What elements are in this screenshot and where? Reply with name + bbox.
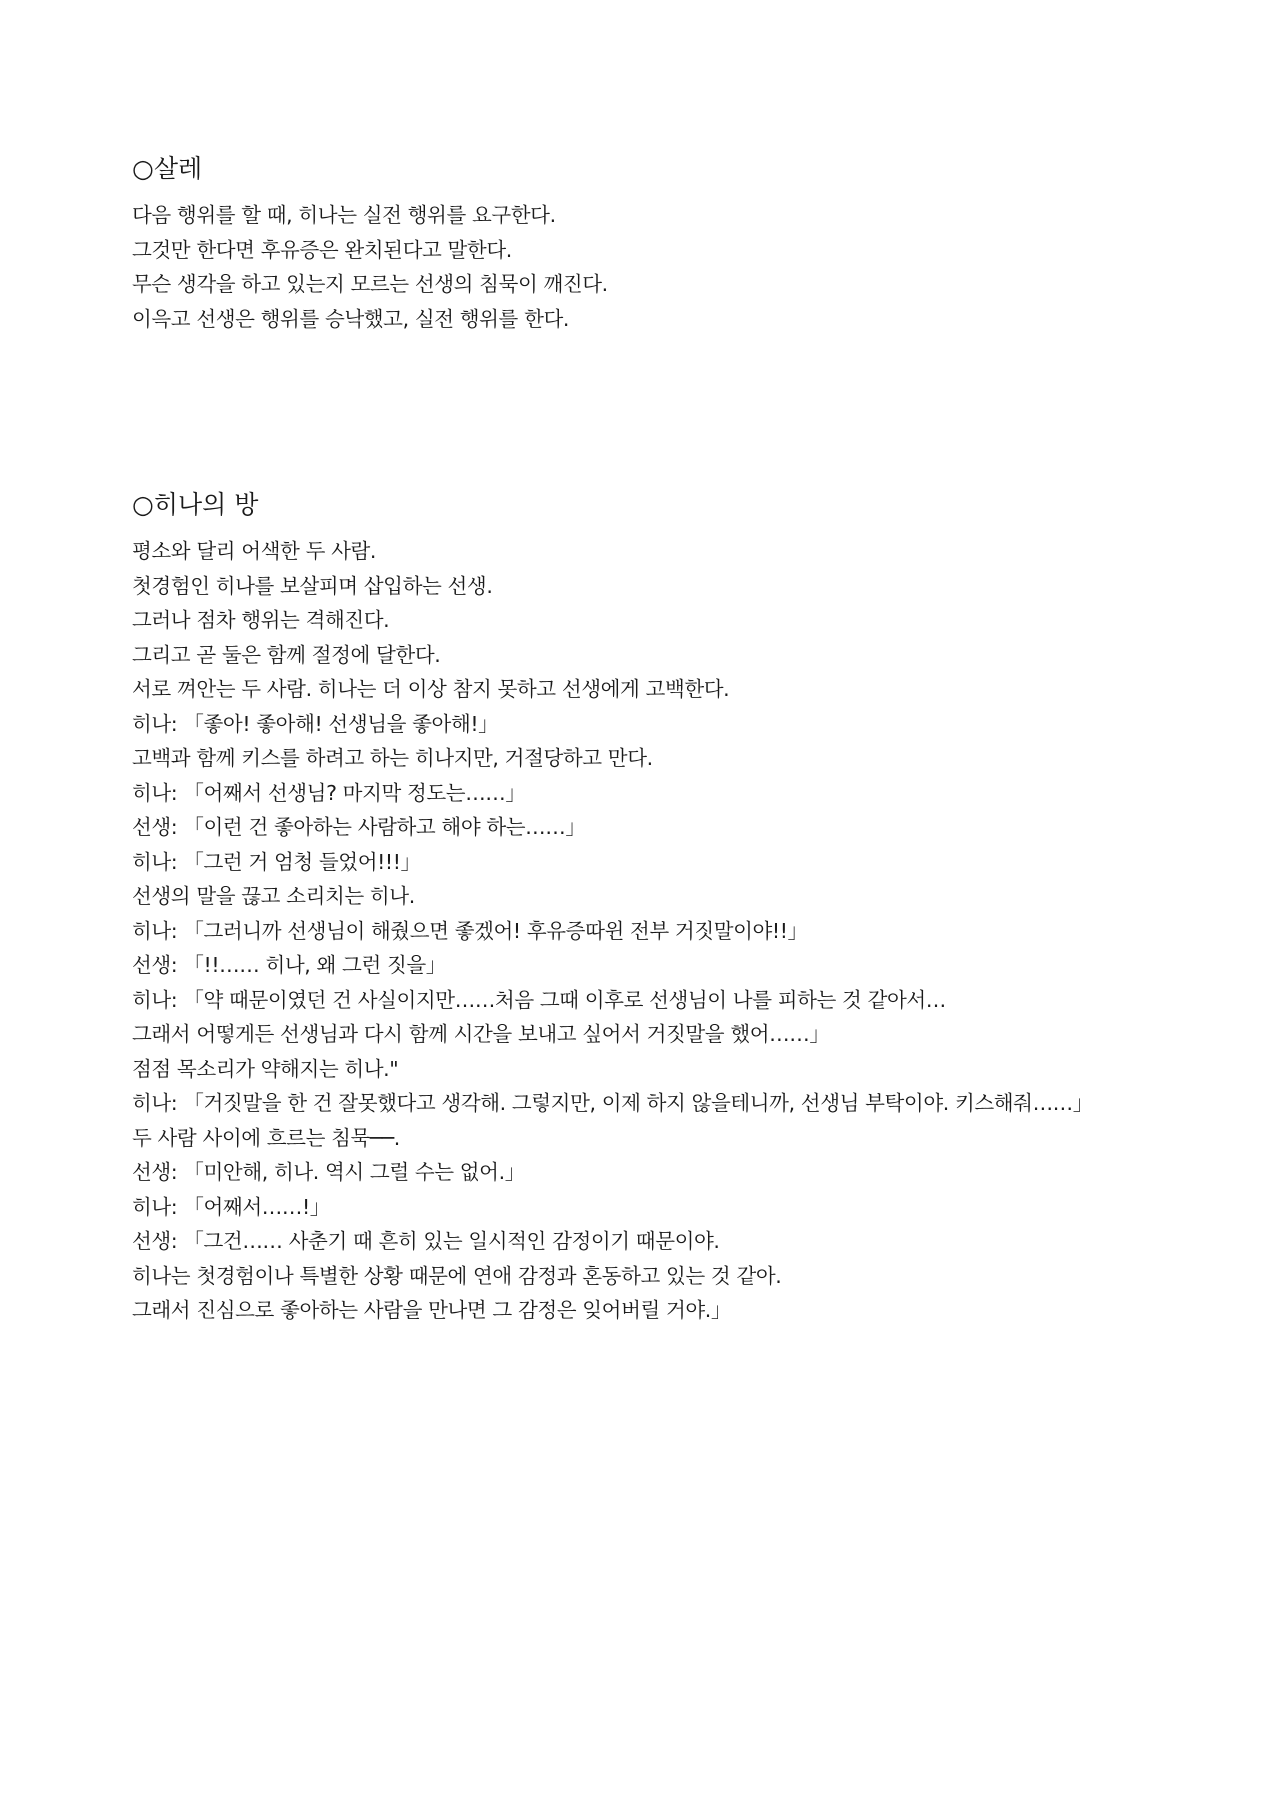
dialogue-line: 히나: 「어째서……!」	[132, 1194, 330, 1219]
dialogue-line: 선생: 「그건…… 사춘기 때 흔히 있는 일시적인 감정이기 때문이야.	[132, 1229, 720, 1253]
text-line: 무슨 생각을 하고 있는지 모르는 선생의 침묵이 깨진다.	[132, 272, 608, 296]
text-line: 점점 목소리가 약해지는 히나."	[132, 1056, 399, 1081]
text-line: 다음 행위를 할 때, 히나는 실전 행위를 요구한다.	[132, 203, 556, 227]
section-salle	[132, 152, 1172, 336]
text-line: 평소와 달리 어색한 두 사람.	[132, 539, 377, 563]
section-body	[132, 198, 1172, 336]
text-line: 두 사람 사이에 흐르는 침묵──.	[132, 1125, 400, 1150]
text-line: 첫경험인 히나를 보살피며 삽입하는 선생.	[132, 573, 493, 598]
dialogue-line: 히나: 「좋아! 좋아해! 선생님을 좋아해!」	[132, 711, 499, 736]
section-body	[132, 534, 1172, 1328]
text-line: 고백과 함께 키스를 하려고 하는 히나지만, 거절당하고 만다.	[132, 746, 653, 770]
text-line: 선생의 말을 끊고 소리치는 히나.	[132, 884, 415, 908]
section-heading: ○히나의 방	[132, 490, 259, 519]
dialogue-line: 히나는 첫경험이나 특별한 상황 때문에 연애 감정과 혼동하고 있는 것 같아.	[132, 1263, 782, 1288]
section-heading: ○살레	[132, 154, 203, 183]
dialogue-line: 선생: 「!!…… 히나, 왜 그런 짓을」	[132, 953, 446, 977]
dialogue-line: 히나: 「거짓말을 한 건 잘못했다고 생각해. 그렇지만, 이제 하지 않을테니까, 선생님 부탁이야. 키스해줘……」	[132, 1091, 1093, 1115]
dialogue-line: 선생: 「미안해, 히나. 역시 그럴 수는 없어.」	[132, 1160, 525, 1184]
dialogue-line: 그래서 어떻게든 선생님과 다시 함께 시간을 보내고 싶어서 거짓말을 했어……」	[132, 1022, 830, 1046]
dialogue-line: 히나: 「그러니까 선생님이 해줬으면 좋겠어! 후유증따윈 전부 거짓말이야!!」	[132, 918, 808, 943]
text-line: 그것만 한다면 후유증은 완치된다고 말한다.	[132, 237, 512, 262]
section-hina-room	[132, 488, 1172, 1328]
dialogue-line: 선생: 「이런 건 좋아하는 사람하고 해야 하는……」	[132, 815, 586, 839]
text-line: 서로 껴안는 두 사람. 히나는 더 이상 참지 못하고 선생에게 고백한다.	[132, 677, 730, 701]
dialogue-line: 히나: 「어째서 선생님? 마지막 정도는……」	[132, 780, 526, 805]
dialogue-line: 히나: 「약 때문이였던 건 사실이지만……처음 그때 이후로 선생님이 나를 피하는 것 같아서…	[132, 987, 946, 1012]
text-line: 그리고 곧 둘은 함께 절정에 달한다.	[132, 642, 441, 667]
dialogue-line: 그래서 진심으로 좋아하는 사람을 만나면 그 감정은 잊어버릴 거야.」	[132, 1298, 732, 1322]
dialogue-line: 히나: 「그런 거 엄청 들었어!!!」	[132, 849, 421, 874]
text-line: 그러나 점차 행위는 격해진다.	[132, 608, 390, 632]
text-line: 이윽고 선생은 행위를 승낙했고, 실전 행위를 한다.	[132, 306, 569, 331]
